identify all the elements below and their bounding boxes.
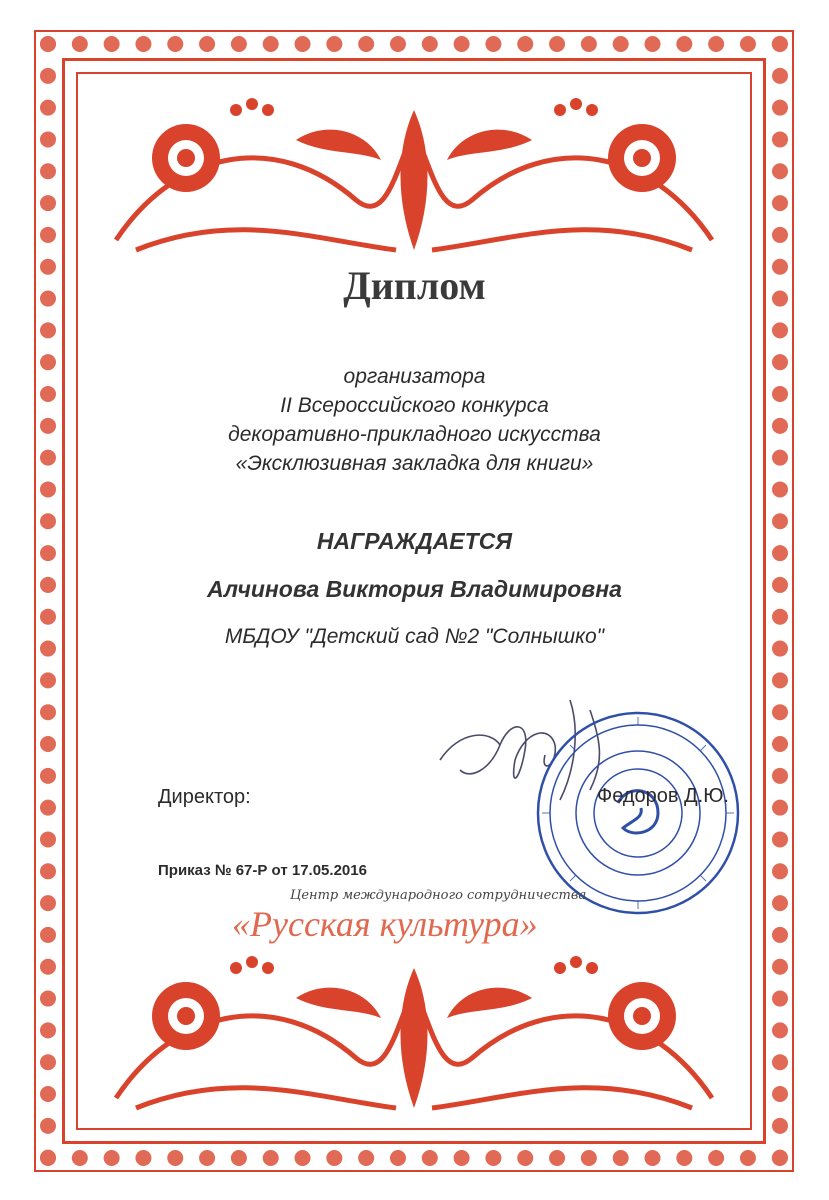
organizer-block xyxy=(0,362,829,478)
order-reference: Приказ № 67-Р от 17.05.2016 xyxy=(158,862,367,879)
round-stamp-icon xyxy=(533,708,743,918)
organizer-line: организатора xyxy=(343,365,486,388)
awarded-label: НАГРАЖДАЕТСЯ xyxy=(316,528,513,554)
folk-ornament-bottom-icon xyxy=(96,948,732,1118)
organizer-line: декоративно-прикладного искусства xyxy=(228,423,601,446)
institution-name: МБДОУ "Детский сад №2 "Солнышко" xyxy=(224,625,605,648)
brand-name: «Русская культура» xyxy=(232,904,538,944)
diploma-title: Диплом xyxy=(343,263,486,308)
recipient-name: Алчинова Виктория Владимировна xyxy=(207,576,622,602)
director-name: Федоров Д.Ю. xyxy=(597,785,729,807)
brand-center-line: Центр международного сотрудничества xyxy=(290,888,587,903)
organizer-line: II Всероссийского конкурса xyxy=(280,394,549,417)
director-label: Директор: xyxy=(158,786,251,808)
folk-ornament-top-icon xyxy=(96,90,732,260)
organizer-line: «Эксклюзивная закладка для книги» xyxy=(235,452,594,475)
